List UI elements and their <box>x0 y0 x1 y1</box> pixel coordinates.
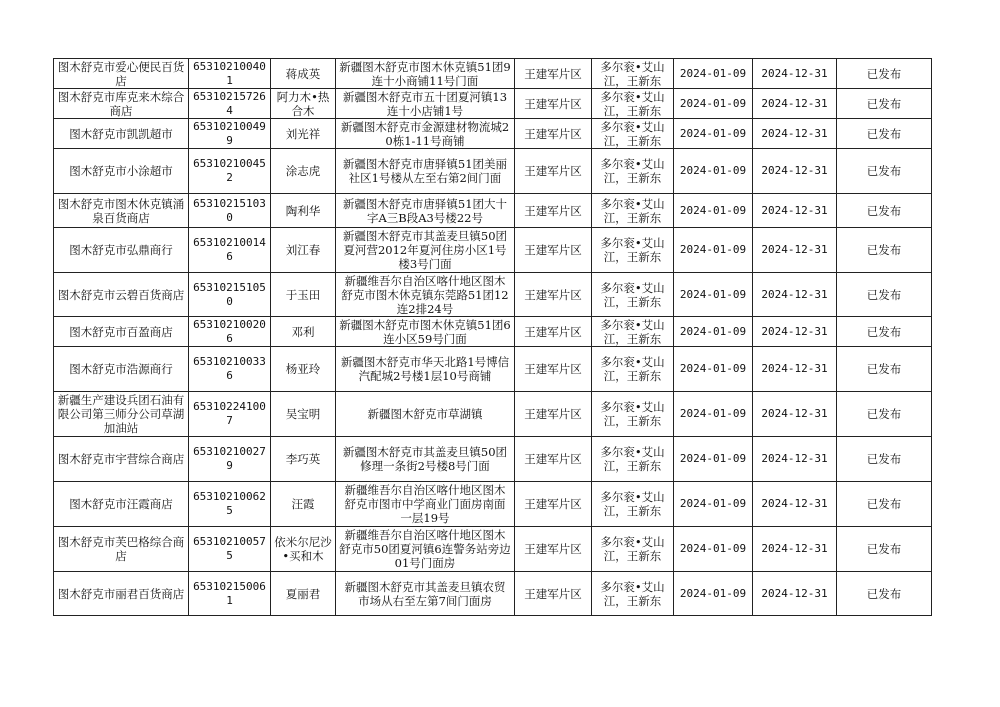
license-code-cell: 653102100575 <box>189 527 271 572</box>
district-cell: 王建军片区 <box>515 437 592 482</box>
address-cell: 新疆图木舒克市金源建材物流城20栋1-11号商铺 <box>336 119 515 149</box>
district-cell: 王建军片区 <box>515 149 592 194</box>
owner-name-cell: 刘江春 <box>271 228 336 273</box>
district-cell: 王建军片区 <box>515 273 592 317</box>
owner-name-cell: 依米尔尼沙•买和木 <box>271 527 336 572</box>
start-date-cell: 2024-01-09 <box>674 119 753 149</box>
store-name-cell: 图木舒克市小涂超市 <box>54 149 189 194</box>
start-date-cell: 2024-01-09 <box>674 347 753 392</box>
table-row <box>54 347 932 392</box>
address-cell: 新疆图木舒克市唐驿镇51团大十字A三B段A3号楼22号 <box>336 194 515 228</box>
table-row <box>54 89 932 119</box>
owner-name-cell: 于玉田 <box>271 273 336 317</box>
store-name-cell: 图木舒克市爱心便民百货店 <box>54 59 189 89</box>
store-name-cell: 新疆生产建设兵团石油有限公司第三师分公司草湖加油站 <box>54 392 189 437</box>
staff-cell: 多尔衮•艾山江，王新东 <box>592 149 674 194</box>
district-cell: 王建军片区 <box>515 572 592 616</box>
address-cell: 新疆图木舒克市其盖麦旦镇50团修理一条街2号楼8号门面 <box>336 437 515 482</box>
address-cell: 新疆图木舒克市图木休克镇51团9连十小商铺11号门面 <box>336 59 515 89</box>
table-row <box>54 317 932 347</box>
staff-cell: 多尔衮•艾山江，王新东 <box>592 228 674 273</box>
staff-cell: 多尔衮•艾山江，王新东 <box>592 59 674 89</box>
address-cell: 新疆维吾尔自治区喀什地区图木舒克市50团夏河镇6连警务站旁边01号门面房 <box>336 527 515 572</box>
license-code-cell: 653102150061 <box>189 572 271 616</box>
start-date-cell: 2024-01-09 <box>674 392 753 437</box>
end-date-cell: 2024-12-31 <box>753 347 837 392</box>
end-date-cell: 2024-12-31 <box>753 228 837 273</box>
address-cell: 新疆图木舒克市草湖镇 <box>336 392 515 437</box>
end-date-cell: 2024-12-31 <box>753 194 837 228</box>
table-row <box>54 437 932 482</box>
address-cell: 新疆维吾尔自治区喀什地区图木舒克市图市中学商业门面房南面一层19号 <box>336 482 515 527</box>
table-row <box>54 119 932 149</box>
district-cell: 王建军片区 <box>515 347 592 392</box>
district-cell: 王建军片区 <box>515 59 592 89</box>
table-row <box>54 527 932 572</box>
end-date-cell: 2024-12-31 <box>753 482 837 527</box>
status-cell: 已发布 <box>837 194 932 228</box>
status-cell: 已发布 <box>837 119 932 149</box>
license-table <box>53 58 932 616</box>
staff-cell: 多尔衮•艾山江，王新东 <box>592 119 674 149</box>
address-cell: 新疆图木舒克市图木休克镇51团6连小区59号门面 <box>336 317 515 347</box>
status-cell: 已发布 <box>837 59 932 89</box>
status-cell: 已发布 <box>837 347 932 392</box>
status-cell: 已发布 <box>837 572 932 616</box>
store-name-cell: 图木舒克市图木休克镇涌泉百货商店 <box>54 194 189 228</box>
store-name-cell: 图木舒克市宇营综合商店 <box>54 437 189 482</box>
store-name-cell: 图木舒克市库克来木综合商店 <box>54 89 189 119</box>
license-code-cell: 653102157264 <box>189 89 271 119</box>
table-row <box>54 194 932 228</box>
table-row <box>54 482 932 527</box>
license-code-cell: 653102100336 <box>189 347 271 392</box>
store-name-cell: 图木舒克市浩源商行 <box>54 347 189 392</box>
start-date-cell: 2024-01-09 <box>674 59 753 89</box>
owner-name-cell: 蒋成英 <box>271 59 336 89</box>
start-date-cell: 2024-01-09 <box>674 149 753 194</box>
owner-name-cell: 刘光祥 <box>271 119 336 149</box>
status-cell: 已发布 <box>837 482 932 527</box>
owner-name-cell: 李巧英 <box>271 437 336 482</box>
license-code-cell: 653102100279 <box>189 437 271 482</box>
staff-cell: 多尔衮•艾山江，王新东 <box>592 572 674 616</box>
start-date-cell: 2024-01-09 <box>674 89 753 119</box>
staff-cell: 多尔衮•艾山江，王新东 <box>592 317 674 347</box>
start-date-cell: 2024-01-09 <box>674 317 753 347</box>
status-cell: 已发布 <box>837 392 932 437</box>
table-row <box>54 149 932 194</box>
status-cell: 已发布 <box>837 317 932 347</box>
address-cell: 新疆图木舒克市五十团夏河镇13连十小店铺1号 <box>336 89 515 119</box>
table-row <box>54 273 932 317</box>
staff-cell: 多尔衮•艾山江，王新东 <box>592 392 674 437</box>
end-date-cell: 2024-12-31 <box>753 527 837 572</box>
staff-cell: 多尔衮•艾山江，王新东 <box>592 482 674 527</box>
district-cell: 王建军片区 <box>515 228 592 273</box>
owner-name-cell: 杨亚玲 <box>271 347 336 392</box>
license-code-cell: 653102241007 <box>189 392 271 437</box>
table-row <box>54 59 932 89</box>
table-row <box>54 392 932 437</box>
license-code-cell: 653102100401 <box>189 59 271 89</box>
store-name-cell: 图木舒克市丽君百货商店 <box>54 572 189 616</box>
status-cell: 已发布 <box>837 273 932 317</box>
status-cell: 已发布 <box>837 228 932 273</box>
end-date-cell: 2024-12-31 <box>753 392 837 437</box>
district-cell: 王建军片区 <box>515 527 592 572</box>
staff-cell: 多尔衮•艾山江，王新东 <box>592 437 674 482</box>
district-cell: 王建军片区 <box>515 482 592 527</box>
store-name-cell: 图木舒克市芙巴格综合商店 <box>54 527 189 572</box>
table-body <box>54 59 932 616</box>
district-cell: 王建军片区 <box>515 317 592 347</box>
owner-name-cell: 邓利 <box>271 317 336 347</box>
status-cell: 已发布 <box>837 149 932 194</box>
staff-cell: 多尔衮•艾山江，王新东 <box>592 273 674 317</box>
staff-cell: 多尔衮•艾山江，王新东 <box>592 527 674 572</box>
address-cell: 新疆维吾尔自治区喀什地区图木舒克市图木休克镇东莞路51团12连2排24号 <box>336 273 515 317</box>
table-row <box>54 228 932 273</box>
start-date-cell: 2024-01-09 <box>674 527 753 572</box>
end-date-cell: 2024-12-31 <box>753 149 837 194</box>
status-cell: 已发布 <box>837 437 932 482</box>
end-date-cell: 2024-12-31 <box>753 59 837 89</box>
license-code-cell: 653102151030 <box>189 194 271 228</box>
license-code-cell: 653102100452 <box>189 149 271 194</box>
staff-cell: 多尔衮•艾山江，王新东 <box>592 89 674 119</box>
start-date-cell: 2024-01-09 <box>674 228 753 273</box>
status-cell: 已发布 <box>837 89 932 119</box>
start-date-cell: 2024-01-09 <box>674 482 753 527</box>
end-date-cell: 2024-12-31 <box>753 317 837 347</box>
end-date-cell: 2024-12-31 <box>753 273 837 317</box>
owner-name-cell: 陶利华 <box>271 194 336 228</box>
owner-name-cell: 吴宝明 <box>271 392 336 437</box>
owner-name-cell: 涂志虎 <box>271 149 336 194</box>
end-date-cell: 2024-12-31 <box>753 89 837 119</box>
license-code-cell: 653102151050 <box>189 273 271 317</box>
start-date-cell: 2024-01-09 <box>674 273 753 317</box>
license-code-cell: 653102100146 <box>189 228 271 273</box>
end-date-cell: 2024-12-31 <box>753 437 837 482</box>
district-cell: 王建军片区 <box>515 89 592 119</box>
district-cell: 王建军片区 <box>515 119 592 149</box>
status-cell: 已发布 <box>837 527 932 572</box>
store-name-cell: 图木舒克市凯凯超市 <box>54 119 189 149</box>
staff-cell: 多尔衮•艾山江，王新东 <box>592 194 674 228</box>
table-row <box>54 572 932 616</box>
store-name-cell: 图木舒克市百盈商店 <box>54 317 189 347</box>
end-date-cell: 2024-12-31 <box>753 119 837 149</box>
start-date-cell: 2024-01-09 <box>674 572 753 616</box>
address-cell: 新疆图木舒克市其盖麦旦镇农贸市场从右至左第7间门面房 <box>336 572 515 616</box>
address-cell: 新疆图木舒克市华天北路1号博信汽配城2号楼1层10号商铺 <box>336 347 515 392</box>
address-cell: 新疆图木舒克市其盖麦旦镇50团夏河营2012年夏河住房小区1号楼3号门面 <box>336 228 515 273</box>
district-cell: 王建军片区 <box>515 392 592 437</box>
owner-name-cell: 夏丽君 <box>271 572 336 616</box>
license-code-cell: 653102100625 <box>189 482 271 527</box>
license-code-cell: 653102100206 <box>189 317 271 347</box>
staff-cell: 多尔衮•艾山江，王新东 <box>592 347 674 392</box>
license-code-cell: 653102100499 <box>189 119 271 149</box>
start-date-cell: 2024-01-09 <box>674 437 753 482</box>
store-name-cell: 图木舒克市云碧百货商店 <box>54 273 189 317</box>
owner-name-cell: 汪霞 <box>271 482 336 527</box>
address-cell: 新疆图木舒克市唐驿镇51团美丽社区1号楼从左至右第2间门面 <box>336 149 515 194</box>
end-date-cell: 2024-12-31 <box>753 572 837 616</box>
store-name-cell: 图木舒克市弘鼎商行 <box>54 228 189 273</box>
owner-name-cell: 阿力木•热合木 <box>271 89 336 119</box>
start-date-cell: 2024-01-09 <box>674 194 753 228</box>
store-name-cell: 图木舒克市汪霞商店 <box>54 482 189 527</box>
district-cell: 王建军片区 <box>515 194 592 228</box>
